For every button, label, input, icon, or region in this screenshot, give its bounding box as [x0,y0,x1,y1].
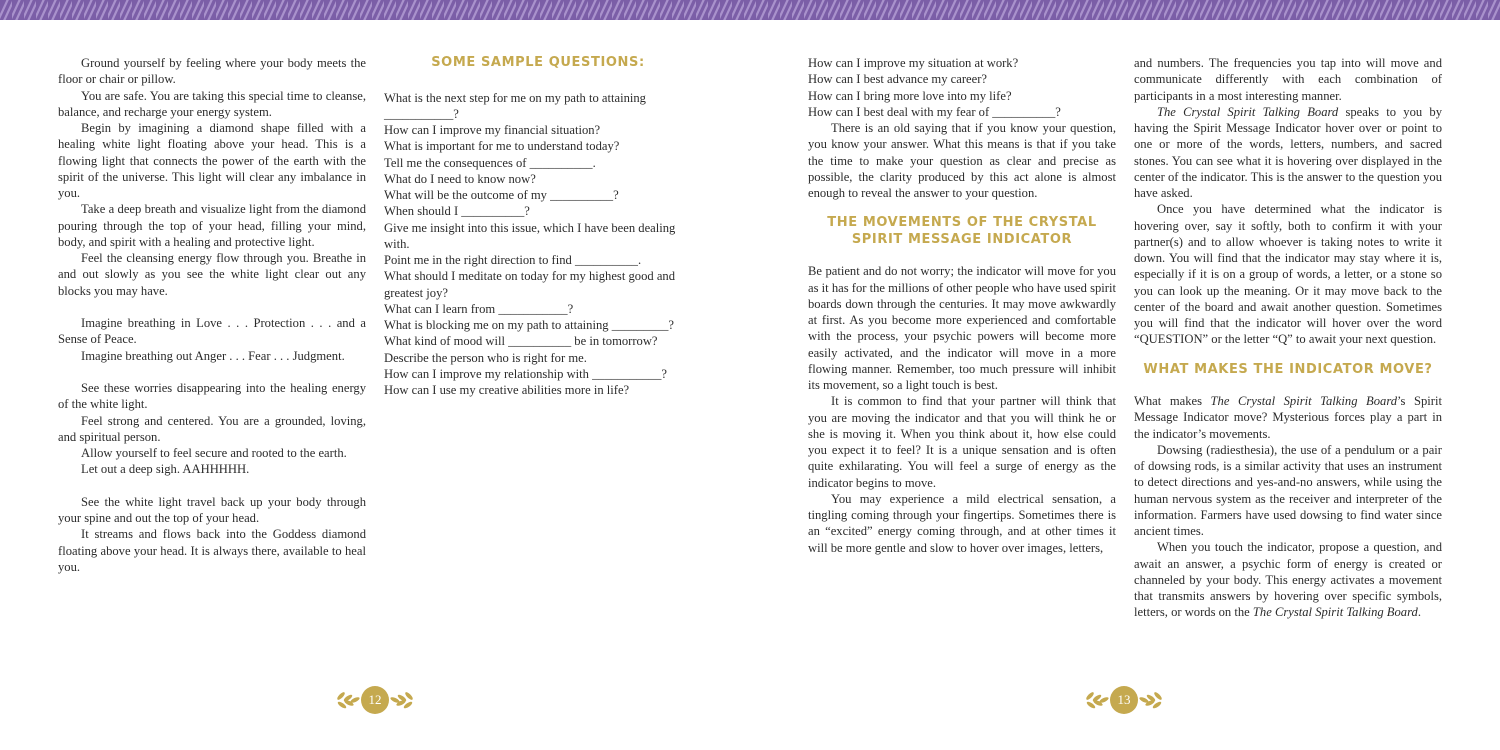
question-item: How can I improve my financial situation? [384,123,601,137]
paragraph: and numbers. The frequencies you tap into will move and communicate differently with each combination of participants in a most interesting manner. [1134,56,1442,103]
page-number: 12 [368,692,382,707]
right-page-column-2 [1134,55,1442,621]
left-page-column-1 [58,55,366,575]
paragraph: Feel the cleansing energy flow through you. Breathe in and out slowly as you see the white light clear out any blocks you may have. [58,251,366,298]
paragraph: Once you have determined what the indicator is hovering over, say it softly, both to confirm it with your partner(s) and to allow whoever is taking notes to write it down. You will find that the indicator may stay where it is, especially if it is on a group of words, a letter, or a stone so you can look up the meaning. Or it may move back to the center of the board and await another question. Sometimes you will find that the indicator will hover over the word “QUESTION” or the letter “Q” to await your next question. [1134,202,1442,347]
paragraph: See the white light travel back up your body through your spine and out the top of your head. [58,494,366,525]
paragraph [1134,104,1442,202]
paragraph: Let out a deep sigh. AAHHHHH. [81,462,250,477]
question-item: How can I best deal with my fear of __________? [808,104,1061,119]
question-item: How can I use my creative abilities more in life? [384,383,630,397]
question-item: Give me insight into this issue, which I have been dealing with. [384,220,676,251]
paragraph: Take a deep breath and visualize light from the diamond pouring through the top of your head, filling your mind, body, and spirit with a healing and protective light. [58,202,366,249]
paragraph: Feel strong and centered. You are a grounded, loving, and spiritual person. [58,413,366,444]
left-page-column-2 [384,55,692,398]
paragraph: Allow yourself to feel secure and rooted to the earth. [81,446,347,460]
question-item: Tell me the consequences of __________. [384,155,596,170]
paragraph: It streams and flows back into the Goddess diamond floating above your head. It is always there, available to heal you. [58,527,366,574]
paragraph: You are safe. You are taking this special time to cleanse, balance, and recharge your energy system. [58,88,366,119]
paragraph: You may experience a mild electrical sensation, a tingling coming through your fingertips. Sometimes there is an “excited” energy coming through, and at other times it will be more gentle and slow to hover over images, letters, [808,491,1116,555]
section-heading-sample-questions: SOME SAMPLE QUESTIONS: [431,55,645,70]
paragraph: Begin by imagining a diamond shape filled with a healing white light floating above your head. This is a flowing light that connects the power of the earth with the spirit of the universe. This light will clear any imbalance in you. [58,121,366,200]
paragraph: See these worries disappearing into the healing energy of the white light. [58,381,366,412]
question-item: How can I bring more love into my life? [808,88,1012,103]
right-page-column-1 [808,55,1116,556]
question-item: What is the next step for me on my path to attaining ___________? [384,90,646,121]
question-item: How can I improve my relationship with ___________? [384,366,667,381]
paragraph: Ground yourself by feeling where your body meets the floor or chair or pillow. [58,56,366,87]
paragraph-text: When you touch the indicator, propose a question, and await an answer, a psychic form of energy is created or channeled by your body. This energy activates a movement that transmits answers by hovering over specific symbols, letters, or words on the [1134,540,1442,620]
question-item: What is blocking me on my path to attaining _________? [384,318,674,332]
decorative-chevron-band [0,0,1500,20]
paragraph: Dowsing (radiesthesia), the use of a pendulum or a pair of dowsing rods, is a similar activity that uses an instrument to detect directions and yes-and-no answers, while using the human nervous system as the receiver and interpreter of the information. Farmers have used dowsing to find water since ancient times. [1134,442,1442,538]
question-item: What should I meditate on today for my highest good and greatest joy? [384,269,675,300]
question-item: What kind of mood will __________ be in tomorrow? [384,334,658,349]
paragraph-text: What makes [1134,394,1211,408]
paragraph: Be patient and do not worry; the indicator will move for you as it has for the millions of other people who have used spirit boards down through the centuries. It may move awkwardly at first. As you become more experienced and comfortable with the process, your psychic powers will become more easily activated, and the indicator will move in a more flowing manner. Remember, too much pressure will inhibit its movement, so a light touch is best. [808,264,1116,392]
section-heading-indicator-move: WHAT MAKES THE INDICATOR MOVE? [1143,361,1433,377]
page-number-badge-right [1082,684,1166,716]
paragraph-text: . [1417,605,1421,620]
paragraph-text: speaks to you by having the Spirit Message Indicator hover over or point to one or more of the words, letters, numbers, and sacred stones. You can see what it is hovering over displayed in the center of the indicator. This is the answer to the question you have asked. [1134,104,1443,200]
question-item: Describe the person who is right for me. [384,350,587,365]
paragraph [1134,393,1442,442]
question-item: What will be the outcome of my __________? [384,188,619,202]
question-item: What do I need to know now? [384,171,536,186]
paragraph: It is common to find that your partner will think that you are moving the indicator and that you will think he or she is moving it. When you think about it, how else could you expect it to feel? It is a unique sensation and is often quite exhilarating. You will feel a surge of energy as the indicator begins to move. [808,394,1116,490]
book-title: The Crystal Spirit Talking Board [1157,104,1339,119]
question-item: How can I best advance my career? [808,72,988,87]
page-number: 13 [1117,692,1131,707]
paragraph: Imagine breathing out Anger . . . Fear . . . Judgment. [81,348,345,363]
book-title: The Crystal Spirit Talking Board [1210,394,1398,408]
question-item: Point me in the right direction to find __________. [384,253,642,267]
question-item: When should I __________? [384,204,530,219]
question-item: What is important for me to understand today? [384,139,620,154]
paragraph: Imagine breathing in Love . . . Protection . . . and a Sense of Peace. [58,316,366,347]
section-heading-movements: THE MOVEMENTS OF THE CRYSTAL SPIRIT MESSAGE INDICATOR [827,215,1097,247]
question-item: What can I learn from ___________? [384,301,574,316]
book-title: The Crystal Spirit Talking Board [1252,605,1418,620]
paragraph-text: ’s Spirit Message Indicator move? Mysterious forces play a part in the indicator’s movements. [1134,394,1443,441]
paragraph: There is an old saying that if you know your question, you know your answer. What this means is that if you take the time to make your question as clear and precise as possible, the clarity produced by this act alone is almost enough to reveal the answer to your question. [808,121,1116,200]
paragraph [1134,539,1442,620]
question-item: How can I improve my situation at work? [808,56,1019,70]
page-number-badge-left [333,684,417,716]
